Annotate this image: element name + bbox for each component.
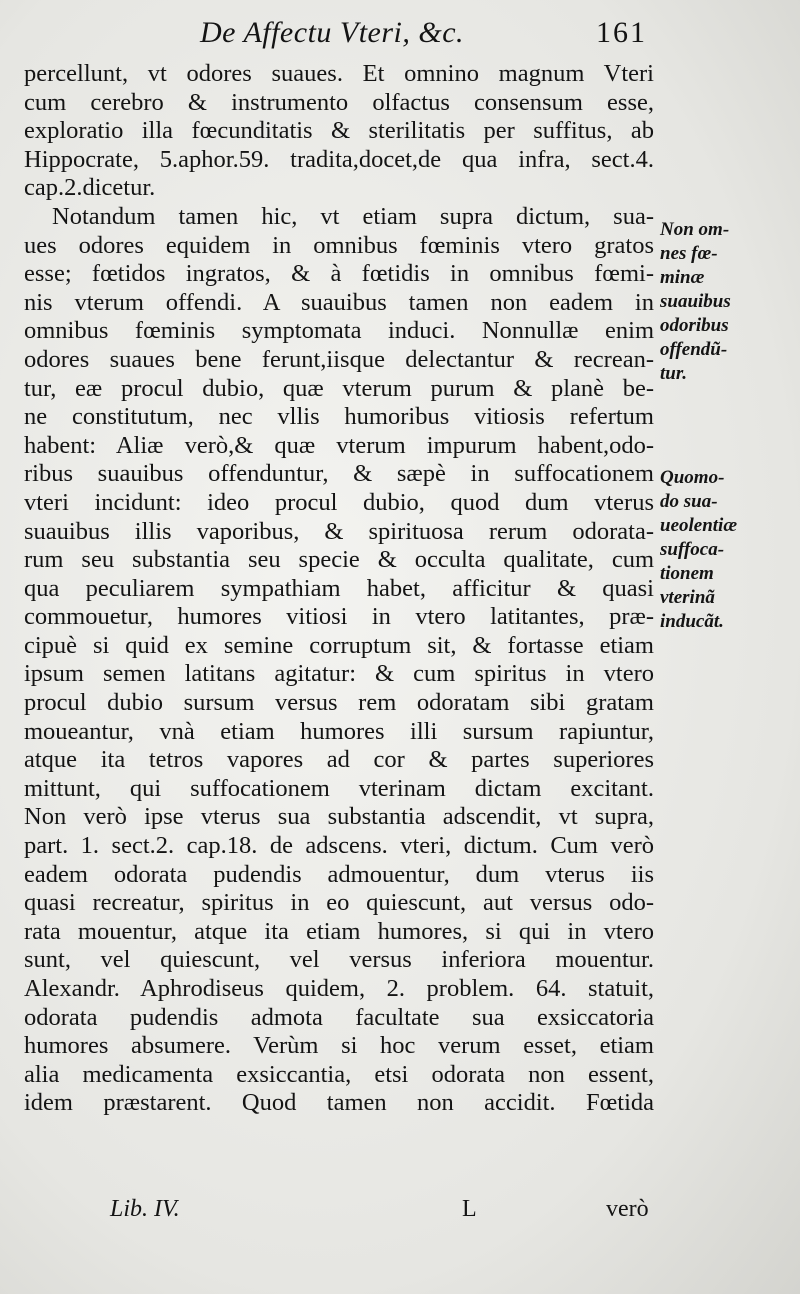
text-line: nis vterum offendi. A suauibus tamen non eadem in (24, 288, 654, 316)
margin-note-line: odoribus (660, 315, 729, 336)
text-line: Non verò ipse vterus sua substantia adscendit, vt supra, (24, 803, 654, 831)
page-number: 161 (596, 16, 647, 49)
text-line: exploratio illa fœcunditatis & sterilitatis per suffitus, ab (24, 117, 654, 145)
text-line: odores suaues bene ferunt,iisque delectantur & recrean- (24, 345, 654, 373)
text-line: rum seu substantia seu specie & occulta qualitate, cum (24, 546, 654, 574)
text-line: quasi recreatur, spiritus in eo quiescunt, aut versus odo- (24, 889, 654, 917)
catchword: verò (606, 1196, 649, 1222)
text-line: tur, eæ procul dubio, quæ vterum purum & planè be- (24, 374, 654, 402)
text-line: moueantur, vnà etiam humores illi sursum rapiuntur, (24, 717, 654, 745)
text-line: mittunt, qui suffocationem vterinam dictam excitant. (24, 774, 654, 802)
text-line: percellunt, vt odores suaues. Et omnino magnum Vteri (24, 60, 654, 87)
text-line: ne constitutum, nec vllis humoribus vitiosis refertum (24, 403, 654, 431)
running-header (0, 14, 800, 62)
margin-note-line: nes fœ- (660, 243, 718, 264)
text-line: habent: Aliæ verò,& quæ vterum impurum habent,odo- (24, 431, 654, 459)
margin-note-line: suauibus (660, 291, 731, 312)
margin-note-line: Quomo- (660, 467, 725, 488)
text-line: idem præstarent. Quod tamen non accidit. Fœtida (24, 1089, 654, 1117)
text-line: ues odores equidem in omnibus fœminis vtero gratos (24, 231, 654, 259)
main-text-block (24, 60, 654, 1118)
text-line: commouetur, humores vitiosi in vtero latitantes, præ- (24, 603, 654, 631)
text-line: odorata pudendis admota facultate sua exsiccatoria (24, 1003, 654, 1031)
margin-note-1 (660, 218, 790, 386)
text-line: rata mouentur, atque ita etiam humores, si qui in vtero (24, 917, 654, 945)
text-line: part. 1. sect.2. cap.18. de adscens. vteri, dictum. Cum verò (24, 832, 654, 860)
quire-mark: L (462, 1196, 477, 1222)
text-line: qua peculiarem sympathiam habet, afficitur & quasi (24, 574, 654, 602)
text-line: suauibus illis vaporibus, & spirituosa rerum odorata- (24, 517, 654, 545)
margin-note-line: tur. (660, 363, 687, 384)
text-line: atque ita tetros vapores ad cor & partes superiores (24, 746, 654, 774)
text-line: Alexandr. Aphrodiseus quidem, 2. problem. 64. statuit, (24, 975, 654, 1002)
margin-note-line: tionem (660, 563, 714, 584)
margin-note-line: inducãt. (660, 611, 724, 632)
text-line: ribus suauibus offenduntur, & sæpè in suffocationem (24, 460, 654, 488)
text-line: vteri incidunt: ideo procul dubio, quod dum vterus (24, 488, 654, 516)
text-line: eadem odorata pudendis admouentur, dum vterus iis (24, 860, 654, 888)
text-line: cap.2.dicetur. (24, 174, 156, 202)
book-signature: Lib. IV. (110, 1196, 180, 1222)
page-footer (0, 1196, 800, 1232)
text-line: cipuè si quid ex semine corruptum sit, & fortasse etiam (24, 631, 654, 659)
text-line: esse; fœtidos ingratos, & à fœtidis in omnibus fœmi- (24, 260, 654, 288)
margin-note-line: Non om- (660, 219, 730, 240)
margin-note-line: offendũ- (660, 339, 728, 360)
margin-note-line: vterinã (660, 587, 715, 608)
text-line: humores absumere. Verùm si hoc verum esset, etiam (24, 1032, 654, 1060)
text-line: Hippocrate, 5.aphor.59. tradita,docet,de qua infra, sect.4. (24, 145, 654, 173)
text-line: procul dubio sursum versus rem odoratam sibi gratam (24, 689, 654, 717)
text-line: omnibus fœminis symptomata induci. Nonnullæ enim (24, 317, 654, 345)
running-title: De Affectu Vteri, &c. (200, 16, 465, 49)
text-line: alia medicamenta exsiccantia, etsi odorata non essent, (24, 1060, 654, 1088)
margin-note-line: ueolentiæ (660, 515, 738, 536)
text-line: sunt, vel quiescunt, vel versus inferiora mouentur. (24, 946, 654, 974)
margin-note-line: minæ (660, 267, 705, 288)
margin-note-line: do sua- (660, 491, 718, 512)
text-line: Notandum tamen hic, vt etiam supra dictum, sua- (52, 202, 654, 230)
margin-note-2 (660, 466, 790, 634)
text-line: cum cerebro & instrumento olfactus consensum esse, (24, 88, 654, 116)
margin-note-line: suffoca- (660, 539, 725, 560)
text-line: ipsum semen latitans agitatur: & cum spiritus in vtero (24, 660, 654, 688)
